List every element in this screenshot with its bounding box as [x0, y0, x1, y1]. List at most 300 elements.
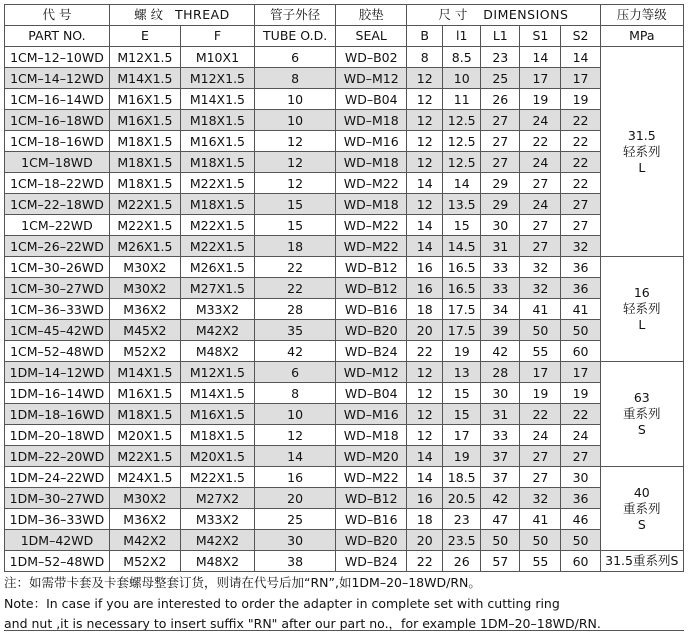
cell-dim-l1: 13.5 [443, 194, 481, 215]
header-dim-b: B [407, 26, 443, 47]
cell-dim-s2: 36 [561, 257, 600, 278]
cell-dim-s2: 22 [561, 110, 600, 131]
header-thread-f: F [180, 26, 254, 47]
cell-dim-l1: 12.5 [443, 110, 481, 131]
cell-thread-e: M14X1.5 [109, 362, 180, 383]
cell-thread-e: M42X2 [109, 530, 180, 551]
cell-thread-f: M18X1.5 [180, 194, 254, 215]
cell-dim-b: 22 [407, 341, 443, 362]
header-pressure-en: MPa [600, 26, 683, 47]
note-en-line1: Note：In case if you are interested to order the adapter in complete set with cutting ring [4, 595, 560, 611]
cell-thread-e: M22X1.5 [109, 215, 180, 236]
cell-tube-od: 35 [254, 320, 335, 341]
cell-thread-e: M52X2 [109, 551, 180, 572]
cell-dim-L1: 42 [481, 488, 520, 509]
header-dimensions [407, 5, 600, 26]
header-tube-cn: 管子外径 [254, 5, 335, 26]
header-pressure-cn: 压力等级 [600, 5, 683, 26]
cell-dim-s2: 22 [561, 404, 600, 425]
cell-thread-f: M22X1.5 [180, 215, 254, 236]
cell-dim-b: 12 [407, 383, 443, 404]
cell-dim-s2: 22 [561, 152, 600, 173]
cell-dim-l1: 17.5 [443, 320, 481, 341]
cell-dim-l1: 20.5 [443, 488, 481, 509]
cell-seal: WD–M12 [336, 362, 407, 383]
cell-seal: WD–M18 [336, 425, 407, 446]
table-row [5, 320, 684, 341]
cell-thread-e: M22X1.5 [109, 446, 180, 467]
cell-seal: WD–M12 [336, 68, 407, 89]
cell-dim-s1: 41 [520, 299, 561, 320]
cell-thread-e: M36X2 [109, 509, 180, 530]
cell-dim-s2: 22 [561, 173, 600, 194]
header-dims-cn: 尺 寸 [438, 7, 468, 22]
notes [4, 573, 684, 635]
cell-dim-L1: 23 [481, 47, 520, 68]
header-tube-en: TUBE O.D. [254, 26, 335, 47]
table-row [5, 383, 684, 404]
cell-part-no: 1CM–16–18WD [5, 110, 110, 131]
cell-seal: WD–M22 [336, 467, 407, 488]
cell-seal: WD–B04 [336, 383, 407, 404]
cell-dim-s1: 50 [520, 530, 561, 551]
cell-tube-od: 10 [254, 404, 335, 425]
cell-dim-L1: 26 [481, 89, 520, 110]
cell-dim-l1: 12.5 [443, 152, 481, 173]
cell-part-no: 1DM–14–12WD [5, 362, 110, 383]
cell-part-no: 1DM–52–48WD [5, 551, 110, 572]
cell-thread-e: M22X1.5 [109, 194, 180, 215]
cell-seal: WD–B24 [336, 341, 407, 362]
cell-dim-b: 14 [407, 173, 443, 194]
cell-seal: WD–M22 [336, 236, 407, 257]
cell-tube-od: 6 [254, 362, 335, 383]
header-part-en: PART NO. [5, 26, 110, 47]
pressure-line: 40 [633, 484, 650, 500]
cell-dim-s1: 41 [520, 509, 561, 530]
cell-tube-od: 10 [254, 110, 335, 131]
cell-part-no: 1CM–36–33WD [5, 299, 110, 320]
cell-dim-b: 12 [407, 152, 443, 173]
note-cn: 注：如需带卡套及卡套螺母整套订货，则请在代号后加“RN”,如1DM–20–18WD/RN。 [4, 575, 481, 590]
cell-part-no: 1CM–45–42WD [5, 320, 110, 341]
cell-seal: WD–B24 [336, 551, 407, 572]
table-row [5, 446, 684, 467]
cell-thread-f: M12X1.5 [180, 362, 254, 383]
cell-dim-l1: 17 [443, 425, 481, 446]
cell-part-no: 1DM–42WD [5, 530, 110, 551]
cell-dim-b: 18 [407, 509, 443, 530]
cell-dim-L1: 27 [481, 131, 520, 152]
cell-dim-s2: 46 [561, 509, 600, 530]
cell-dim-b: 16 [407, 257, 443, 278]
pressure-rating [600, 47, 683, 257]
table-row [5, 404, 684, 425]
cell-tube-od: 25 [254, 509, 335, 530]
cell-tube-od: 18 [254, 236, 335, 257]
cell-dim-L1: 29 [481, 194, 520, 215]
cell-dim-s2: 50 [561, 320, 600, 341]
cell-dim-s1: 14 [520, 47, 561, 68]
cell-tube-od: 12 [254, 131, 335, 152]
cell-dim-s1: 17 [520, 362, 561, 383]
cell-seal: WD–M22 [336, 173, 407, 194]
cell-dim-L1: 30 [481, 383, 520, 404]
cell-dim-L1: 30 [481, 215, 520, 236]
cell-dim-l1: 15 [443, 404, 481, 425]
table-row [5, 47, 684, 68]
cell-dim-s1: 55 [520, 341, 561, 362]
cell-dim-s2: 60 [561, 341, 600, 362]
cell-thread-e: M52X2 [109, 341, 180, 362]
cell-dim-s1: 32 [520, 488, 561, 509]
cell-dim-L1: 57 [481, 551, 520, 572]
cell-dim-L1: 50 [481, 530, 520, 551]
cell-dim-s2: 22 [561, 131, 600, 152]
cell-dim-l1: 23.5 [443, 530, 481, 551]
cell-dim-l1: 8.5 [443, 47, 481, 68]
cell-dim-b: 20 [407, 530, 443, 551]
cell-dim-L1: 27 [481, 110, 520, 131]
pressure-line: 轻系列 [623, 143, 661, 159]
cell-dim-s2: 14 [561, 47, 600, 68]
table-row [5, 236, 684, 257]
cell-dim-b: 14 [407, 215, 443, 236]
cell-dim-l1: 14 [443, 173, 481, 194]
cell-dim-L1: 33 [481, 257, 520, 278]
header-part-cn: 代 号 [5, 5, 110, 26]
cell-thread-f: M42X2 [180, 320, 254, 341]
pressure-line: 重系列 [623, 500, 661, 516]
cell-dim-s1: 32 [520, 278, 561, 299]
table-row [5, 173, 684, 194]
cell-dim-s2: 36 [561, 278, 600, 299]
cell-thread-e: M20X1.5 [109, 425, 180, 446]
cell-thread-f: M14X1.5 [180, 383, 254, 404]
pressure-line: 重系列 [623, 406, 661, 421]
table-row [5, 257, 684, 278]
header-seal-cn: 胶垫 [336, 5, 407, 26]
cell-tube-od: 28 [254, 299, 335, 320]
cell-seal: WD–M20 [336, 446, 407, 467]
cell-dim-l1: 23 [443, 509, 481, 530]
table-row [5, 299, 684, 320]
cell-tube-od: 38 [254, 551, 335, 572]
cell-part-no: 1DM–20–18WD [5, 425, 110, 446]
pressure-line: 轻系列 [623, 301, 661, 316]
cell-thread-f: M33X2 [180, 299, 254, 320]
cell-dim-s1: 19 [520, 383, 561, 404]
cell-dim-s1: 24 [520, 110, 561, 131]
fitting-spec-table [4, 4, 684, 572]
cell-dim-s1: 50 [520, 320, 561, 341]
header-seal-en: SEAL [336, 26, 407, 47]
cell-seal: WD–B20 [336, 530, 407, 551]
table-row [5, 89, 684, 110]
cell-seal: WD–M18 [336, 110, 407, 131]
cell-dim-l1: 12.5 [443, 131, 481, 152]
cell-thread-f: M12X1.5 [180, 68, 254, 89]
table-row [5, 131, 684, 152]
cell-dim-L1: 31 [481, 404, 520, 425]
cell-thread-f: M27X2 [180, 488, 254, 509]
cell-dim-l1: 18.5 [443, 467, 481, 488]
pressure-rating [600, 362, 683, 467]
cell-tube-od: 8 [254, 68, 335, 89]
cell-tube-od: 12 [254, 425, 335, 446]
table-row [5, 194, 684, 215]
cell-part-no: 1CM–22–18WD [5, 194, 110, 215]
cell-dim-s1: 22 [520, 131, 561, 152]
cell-dim-b: 12 [407, 68, 443, 89]
cell-dim-b: 12 [407, 110, 443, 131]
pressure-line: S [637, 516, 646, 532]
cell-tube-od: 20 [254, 488, 335, 509]
table-row [5, 425, 684, 446]
cell-dim-b: 14 [407, 446, 443, 467]
header-thread [109, 5, 254, 26]
cell-tube-od: 8 [254, 383, 335, 404]
cell-dim-L1: 29 [481, 173, 520, 194]
table-row [5, 488, 684, 509]
pressure-line: 31.5重系列S [605, 553, 679, 568]
table-row [5, 362, 684, 383]
cell-tube-od: 10 [254, 89, 335, 110]
cell-dim-s2: 60 [561, 551, 600, 572]
cell-thread-e: M18X1.5 [109, 404, 180, 425]
cell-seal: WD–M16 [336, 131, 407, 152]
cell-tube-od: 16 [254, 467, 335, 488]
cell-thread-e: M12X1.5 [109, 47, 180, 68]
header-thread-e: E [109, 26, 180, 47]
header-thread-en: THREAD [175, 7, 230, 22]
cell-seal: WD–M18 [336, 152, 407, 173]
cell-dim-L1: 28 [481, 362, 520, 383]
cell-thread-f: M26X1.5 [180, 257, 254, 278]
cell-dim-s1: 22 [520, 404, 561, 425]
cell-dim-s1: 27 [520, 236, 561, 257]
cell-thread-e: M18X1.5 [109, 173, 180, 194]
cell-tube-od: 12 [254, 152, 335, 173]
header-dim-s2: S2 [561, 26, 600, 47]
cell-dim-s2: 30 [561, 467, 600, 488]
cell-thread-f: M16X1.5 [180, 131, 254, 152]
cell-dim-s1: 27 [520, 467, 561, 488]
cell-dim-L1: 27 [481, 152, 520, 173]
cell-part-no: 1DM–22–20WD [5, 446, 110, 467]
cell-dim-l1: 14.5 [443, 236, 481, 257]
cell-dim-l1: 15 [443, 215, 481, 236]
pressure-rating [600, 467, 683, 551]
cell-thread-e: M14X1.5 [109, 68, 180, 89]
pressure-line: 16 [633, 285, 650, 300]
cell-thread-e: M18X1.5 [109, 152, 180, 173]
cell-tube-od: 22 [254, 257, 335, 278]
cell-dim-L1: 34 [481, 299, 520, 320]
cell-part-no: 1CM–30–27WD [5, 278, 110, 299]
cell-thread-f: M10X1 [180, 47, 254, 68]
cell-thread-f: M42X2 [180, 530, 254, 551]
cell-thread-f: M48X2 [180, 341, 254, 362]
cell-thread-f: M22X1.5 [180, 467, 254, 488]
cell-dim-b: 20 [407, 320, 443, 341]
cell-part-no: 1CM–12–10WD [5, 47, 110, 68]
cell-dim-s1: 27 [520, 446, 561, 467]
cell-dim-l1: 19 [443, 341, 481, 362]
cell-dim-s1: 17 [520, 68, 561, 89]
cell-thread-f: M22X1.5 [180, 236, 254, 257]
cell-dim-L1: 47 [481, 509, 520, 530]
cell-seal: WD–B12 [336, 257, 407, 278]
cell-tube-od: 15 [254, 215, 335, 236]
cell-dim-s1: 32 [520, 257, 561, 278]
cell-dim-L1: 25 [481, 68, 520, 89]
cell-dim-s2: 19 [561, 383, 600, 404]
cell-tube-od: 30 [254, 530, 335, 551]
cell-dim-s2: 27 [561, 446, 600, 467]
cell-dim-l1: 13 [443, 362, 481, 383]
cell-dim-b: 12 [407, 194, 443, 215]
cell-dim-b: 12 [407, 362, 443, 383]
table-row [5, 467, 684, 488]
cell-dim-s1: 55 [520, 551, 561, 572]
cell-dim-s1: 24 [520, 194, 561, 215]
cell-tube-od: 6 [254, 47, 335, 68]
cell-part-no: 1DM–16–14WD [5, 383, 110, 404]
spec-table-body [5, 47, 684, 572]
cell-dim-b: 16 [407, 488, 443, 509]
cell-dim-L1: 39 [481, 320, 520, 341]
table-row [5, 509, 684, 530]
cell-seal: WD–B12 [336, 488, 407, 509]
cell-dim-b: 12 [407, 404, 443, 425]
cell-dim-b: 14 [407, 236, 443, 257]
cell-dim-s2: 19 [561, 89, 600, 110]
pressure-line: L [638, 317, 646, 332]
table-row [5, 152, 684, 173]
cell-seal: WD–B12 [336, 278, 407, 299]
cell-part-no: 1DM–36–33WD [5, 509, 110, 530]
table-row [5, 278, 684, 299]
table-row [5, 530, 684, 551]
table-row [5, 341, 684, 362]
cell-thread-f: M20X1.5 [180, 446, 254, 467]
cell-part-no: 1CM–14–12WD [5, 68, 110, 89]
cell-thread-f: M33X2 [180, 509, 254, 530]
cell-dim-s2: 41 [561, 299, 600, 320]
cell-part-no: 1DM–24–22WD [5, 467, 110, 488]
cell-thread-f: M18X1.5 [180, 152, 254, 173]
cell-thread-f: M22X1.5 [180, 173, 254, 194]
table-frame-bottom [4, 630, 684, 631]
cell-dim-s1: 27 [520, 173, 561, 194]
cell-dim-b: 8 [407, 47, 443, 68]
cell-seal: WD–M16 [336, 404, 407, 425]
cell-dim-l1: 15 [443, 383, 481, 404]
cell-tube-od: 12 [254, 173, 335, 194]
cell-thread-f: M16X1.5 [180, 404, 254, 425]
cell-dim-L1: 42 [481, 341, 520, 362]
cell-dim-s2: 36 [561, 488, 600, 509]
cell-part-no: 1CM–30–26WD [5, 257, 110, 278]
cell-part-no: 1CM–18–16WD [5, 131, 110, 152]
cell-thread-e: M45X2 [109, 320, 180, 341]
cell-dim-s2: 24 [561, 425, 600, 446]
cell-tube-od: 14 [254, 446, 335, 467]
cell-dim-b: 12 [407, 89, 443, 110]
cell-dim-L1: 33 [481, 425, 520, 446]
cell-dim-b: 18 [407, 299, 443, 320]
cell-part-no: 1DM–30–27WD [5, 488, 110, 509]
pressure-line: 31.5 [627, 127, 656, 143]
cell-dim-b: 16 [407, 278, 443, 299]
cell-dim-L1: 37 [481, 467, 520, 488]
table-row [5, 68, 684, 89]
cell-dim-b: 12 [407, 131, 443, 152]
cell-thread-f: M48X2 [180, 551, 254, 572]
cell-dim-l1: 19 [443, 446, 481, 467]
cell-dim-s1: 24 [520, 425, 561, 446]
cell-thread-f: M27X1.5 [180, 278, 254, 299]
cell-dim-b: 14 [407, 467, 443, 488]
cell-dim-b: 12 [407, 425, 443, 446]
cell-dim-s2: 17 [561, 68, 600, 89]
cell-part-no: 1CM–18WD [5, 152, 110, 173]
cell-dim-s2: 27 [561, 194, 600, 215]
cell-dim-L1: 33 [481, 278, 520, 299]
cell-part-no: 1CM–18–22WD [5, 173, 110, 194]
cell-thread-f: M18X1.5 [180, 110, 254, 131]
cell-dim-s1: 24 [520, 152, 561, 173]
cell-seal: WD–M18 [336, 194, 407, 215]
cell-dim-l1: 16.5 [443, 278, 481, 299]
cell-seal: WD–B16 [336, 299, 407, 320]
cell-dim-l1: 26 [443, 551, 481, 572]
cell-dim-l1: 17.5 [443, 299, 481, 320]
header-dim-l1: l1 [443, 26, 481, 47]
cell-thread-e: M30X2 [109, 278, 180, 299]
cell-seal: WD–M22 [336, 215, 407, 236]
cell-part-no: 1CM–52–48WD [5, 341, 110, 362]
table-row [5, 110, 684, 131]
cell-dim-s2: 27 [561, 215, 600, 236]
cell-thread-e: M26X1.5 [109, 236, 180, 257]
cell-tube-od: 42 [254, 341, 335, 362]
cell-thread-e: M16X1.5 [109, 383, 180, 404]
cell-thread-f: M18X1.5 [180, 425, 254, 446]
cell-thread-e: M18X1.5 [109, 131, 180, 152]
cell-part-no: 1CM–16–14WD [5, 89, 110, 110]
pressure-rating [600, 257, 683, 362]
cell-dim-b: 22 [407, 551, 443, 572]
pressure-line: S [637, 422, 646, 437]
cell-seal: WD–B02 [336, 47, 407, 68]
cell-tube-od: 15 [254, 194, 335, 215]
header-dim-s1: S1 [520, 26, 561, 47]
cell-seal: WD–B04 [336, 89, 407, 110]
cell-seal: WD–B16 [336, 509, 407, 530]
cell-dim-L1: 31 [481, 236, 520, 257]
cell-dim-s2: 32 [561, 236, 600, 257]
pressure-line: L [638, 159, 646, 175]
cell-thread-f: M14X1.5 [180, 89, 254, 110]
header-dim-L1: L1 [481, 26, 520, 47]
cell-dim-L1: 37 [481, 446, 520, 467]
cell-part-no: 1CM–22WD [5, 215, 110, 236]
cell-dim-s1: 19 [520, 89, 561, 110]
note-en-line2: and nut ,it is necessary to insert suffix "RN" after our part no.，for example 1DM–20–18WD/RN. [4, 616, 601, 631]
cell-dim-l1: 11 [443, 89, 481, 110]
